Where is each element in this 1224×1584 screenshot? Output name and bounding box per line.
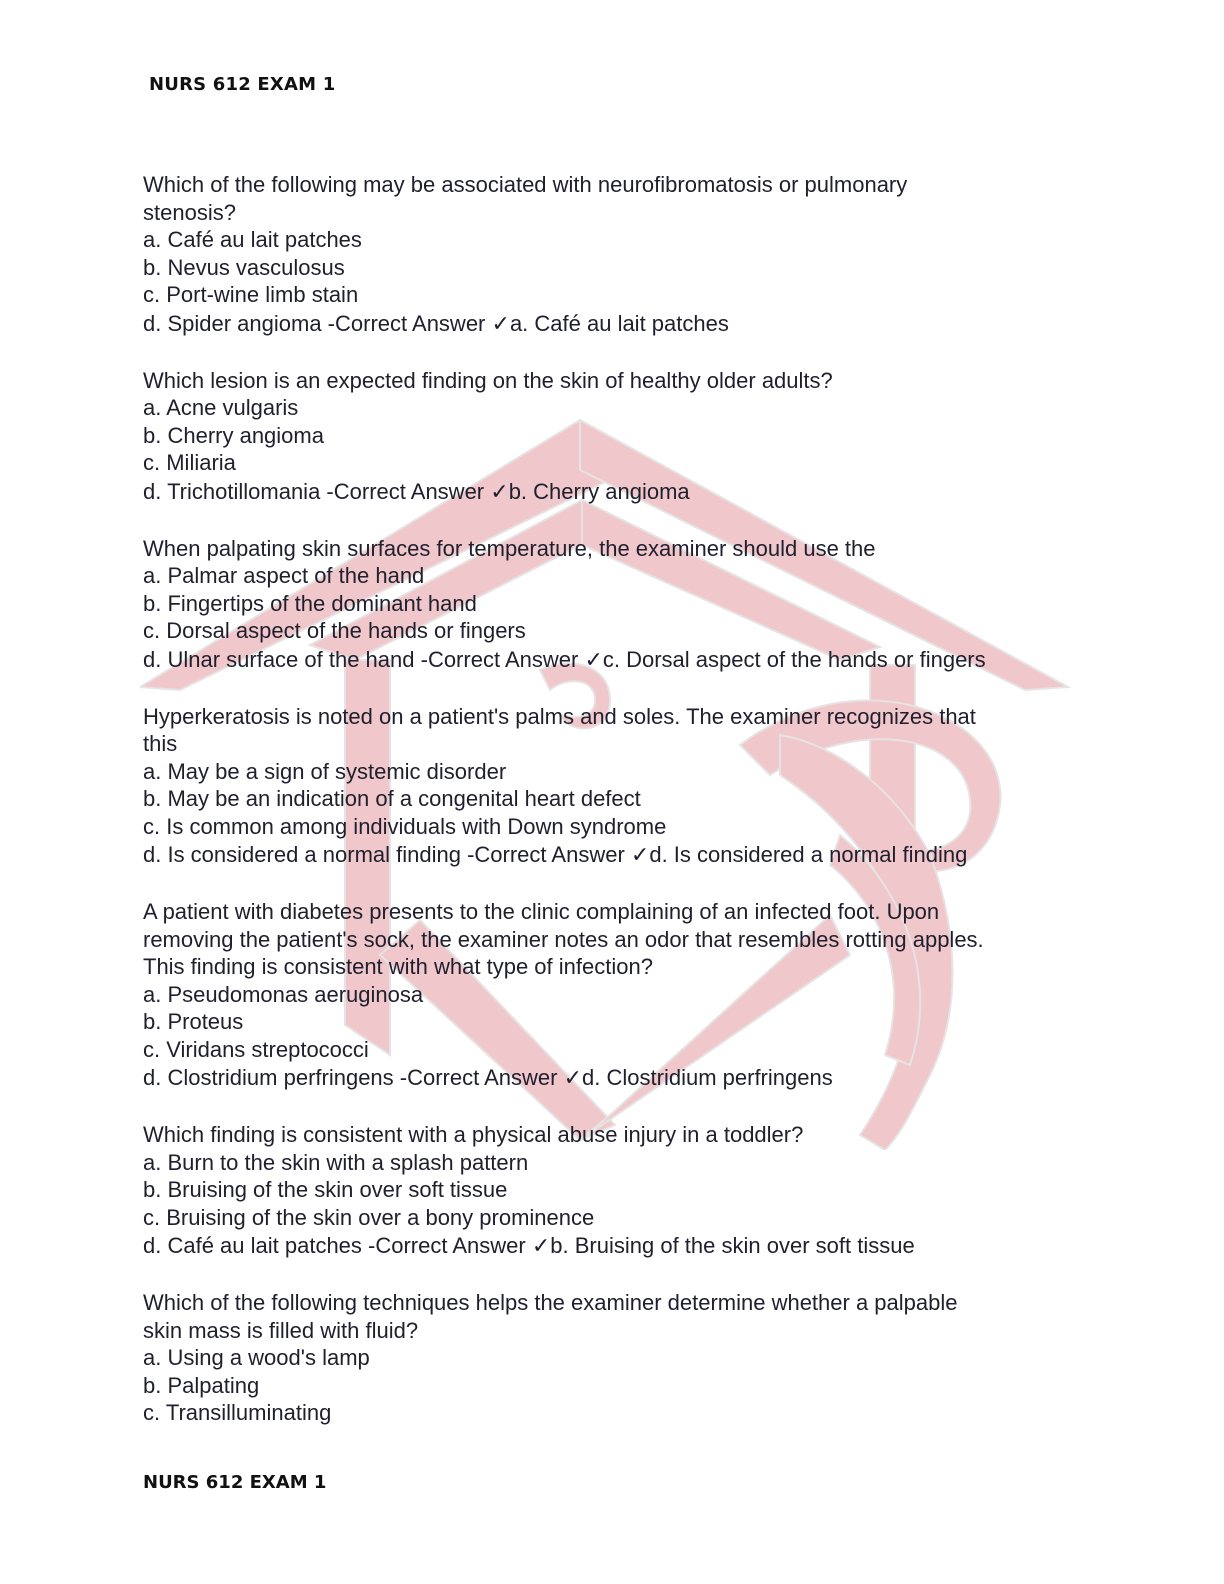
correct-answer-label: -Correct Answer [321,310,492,336]
correct-answer-label: -Correct Answer [414,646,585,672]
option-b: b. Proteus [143,1009,244,1034]
option-d-with-answer [143,840,1078,871]
option-d-with-answer [143,309,1078,340]
option-a: a. Burn to the skin with a splash pattern [143,1149,529,1175]
correct-answer-label: -Correct Answer [361,1233,532,1258]
correct-answer-text: a. Café au lait patches [509,310,729,336]
option-c: c. Viridans streptococci [143,1036,369,1062]
question-item [143,535,1078,676]
option-d-with-answer [143,1063,1078,1094]
question-stem-line: stenosis? [143,199,236,225]
question-item [143,703,1078,872]
check-mark-icon: ✓ [491,311,510,337]
option-c: c. Dorsal aspect of the hands or fingers [143,618,526,643]
option-a: a. Using a wood's lamp [143,1345,370,1370]
correct-answer-label: -Correct Answer [393,1065,564,1090]
question-item [143,367,1078,508]
page-header-title: NURS 612 EXAM 1 [149,74,336,95]
correct-answer-text: c. Dorsal aspect of the hands or fingers [602,646,986,672]
question-stem-line: Which finding is consistent with a physical abuse injury in a toddler? [143,1122,804,1147]
option-b: b. Nevus vasculosus [143,254,345,280]
option-b: b. Palpating [143,1372,260,1398]
option-a: a. May be a sign of systemic disorder [143,758,507,784]
correct-answer-text: d. Clostridium perfringens [582,1065,833,1090]
correct-answer-text: d. Is considered a normal finding [649,842,968,867]
question-item [143,898,1078,1094]
question-stem-line: This finding is consistent with what type of infection? [143,954,653,979]
question-stem-line: When palpating skin surfaces for temperature, the examiner should use the [143,535,876,561]
question-stem-line: Hyperkeratosis is noted on a patient's palms and soles. The examiner recognizes that [143,703,976,729]
option-c: c. Bruising of the skin over a bony prominence [143,1204,595,1230]
question-item [143,1289,1078,1427]
option-d: d. Café au lait patches [143,1233,362,1258]
question-stem-line: this [143,731,178,756]
correct-answer-text: b. Cherry angioma [508,478,690,504]
option-b: b. May be an indication of a congenital heart defect [143,786,641,811]
option-a: a. Café au lait patches [143,227,362,252]
option-d-with-answer [143,1231,1078,1262]
question-stem-line: skin mass is filled with fluid? [143,1317,419,1343]
option-b: b. Bruising of the skin over soft tissue [143,1177,508,1202]
option-d: d. Spider angioma [143,310,322,336]
option-b: b. Cherry angioma [143,422,324,448]
question-list [143,171,1078,1454]
question-item [143,1121,1078,1262]
question-stem-line: A patient with diabetes presents to the clinic complaining of an infected foot. Upon [143,899,940,924]
option-c: c. Miliaria [143,450,236,475]
option-c: c. Is common among individuals with Down syndrome [143,813,667,839]
option-d: d. Trichotillomania [143,478,321,504]
check-mark-icon: ✓ [490,479,509,505]
correct-answer-label: -Correct Answer [460,842,631,867]
option-d: d. Is considered a normal finding [143,842,461,867]
check-mark-icon: ✓ [531,1234,551,1259]
option-a: a. Pseudomonas aeruginosa [143,981,424,1007]
correct-answer-text: b. Bruising of the skin over soft tissue [550,1233,915,1258]
option-d-with-answer [143,645,1078,676]
option-d-with-answer [143,477,1078,508]
option-c: c. Port-wine limb stain [143,282,359,307]
option-a: a. Palmar aspect of the hand [143,563,425,588]
option-d: d. Clostridium perfringens [143,1065,394,1090]
question-stem-line: Which of the following may be associated with neurofibromatosis or pulmonary [143,172,908,197]
check-mark-icon: ✓ [563,1066,583,1091]
check-mark-icon: ✓ [630,843,650,868]
option-d: d. Ulnar surface of the hand [143,646,415,672]
page-footer-title: NURS 612 EXAM 1 [143,1472,327,1493]
question-stem-line: Which of the following techniques helps the examiner determine whether a palpable [143,1290,958,1315]
option-a: a. Acne vulgaris [143,395,299,420]
option-c: c. Transilluminating [143,1400,332,1425]
option-b: b. Fingertips of the dominant hand [143,590,477,616]
question-stem-line: removing the patient's sock, the examiner notes an odor that resembles rotting apples. [143,926,984,952]
correct-answer-label: -Correct Answer [320,478,491,504]
question-item [143,171,1078,340]
check-mark-icon: ✓ [584,647,603,673]
question-stem-line: Which lesion is an expected finding on the skin of healthy older adults? [143,367,833,393]
